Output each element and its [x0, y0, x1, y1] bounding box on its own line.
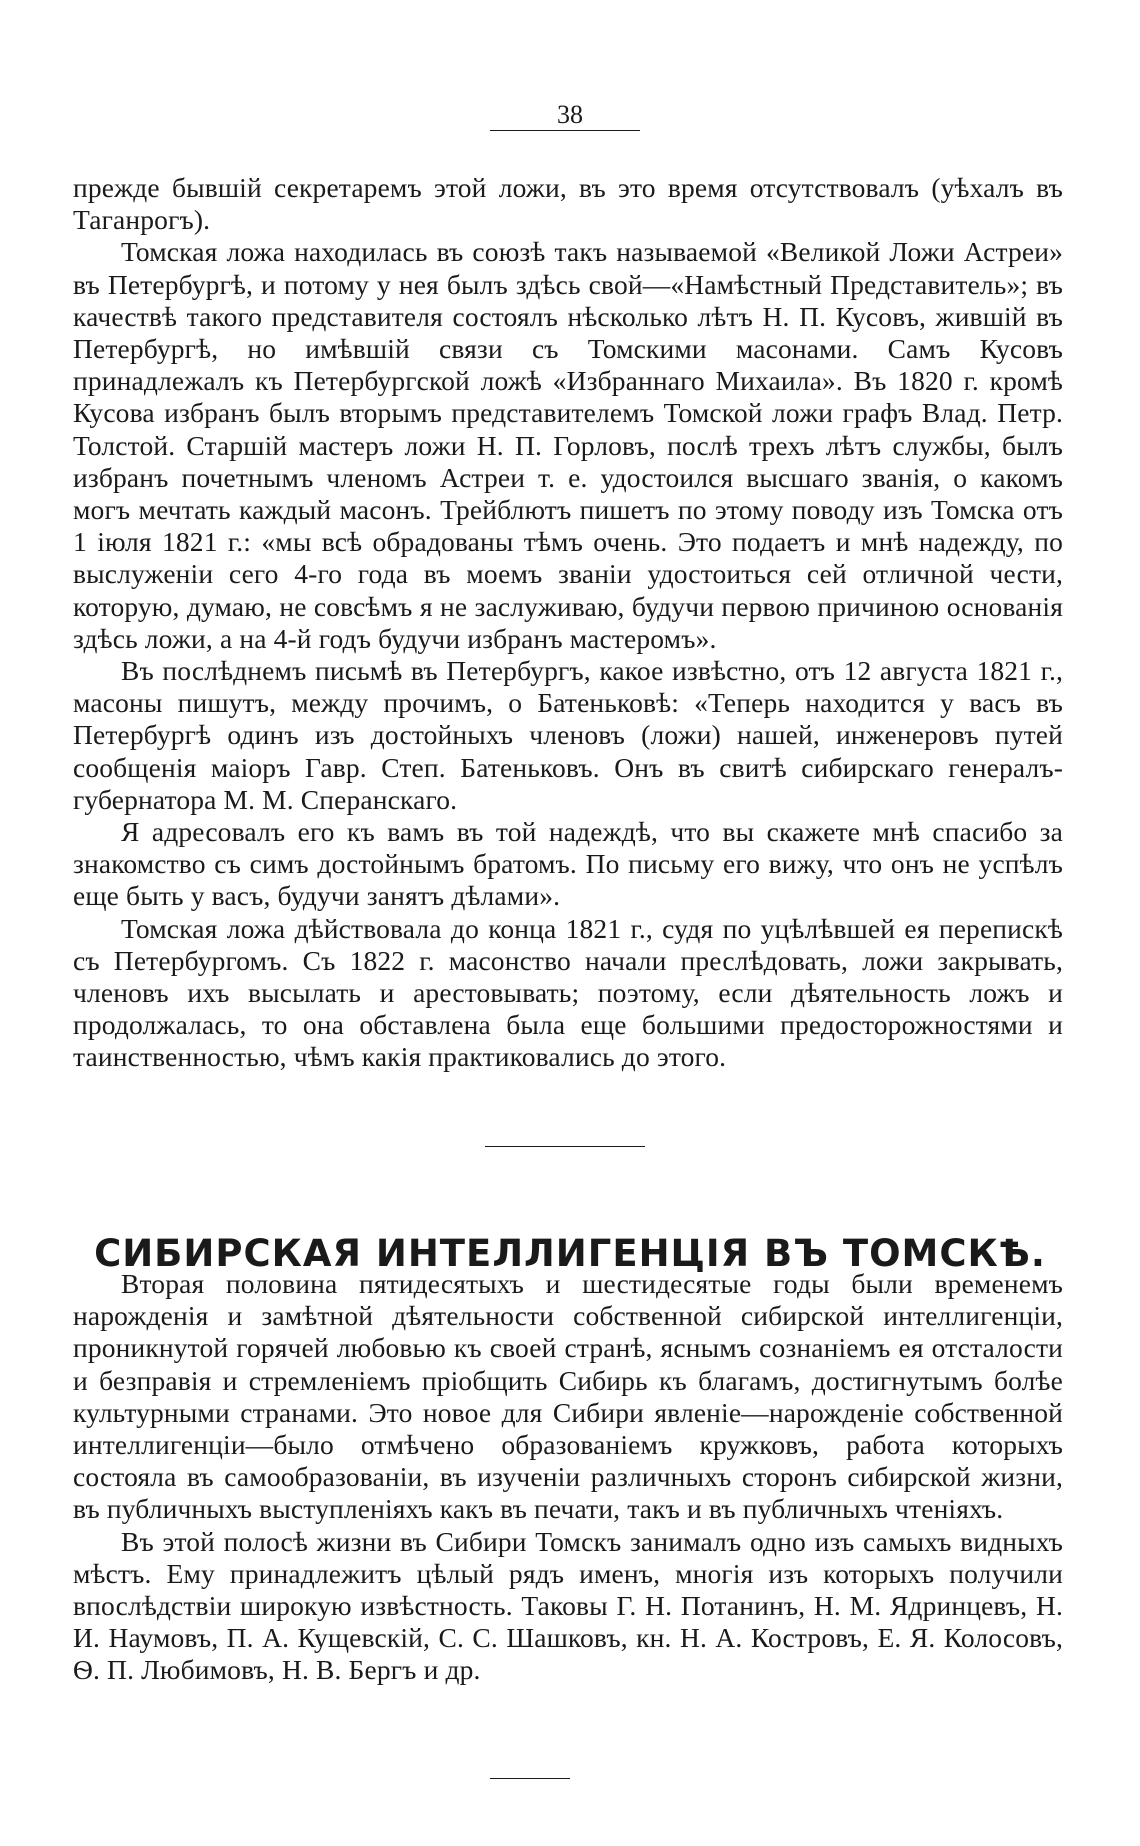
end-rule [490, 1778, 570, 1779]
section-divider [485, 1146, 645, 1147]
paragraph: Въ этой полосѣ жизни въ Сибири Томскъ занималъ одно изъ самыхъ видныхъ мѣстъ. Ему принадлежитъ цѣлый рядъ именъ, многія изъ которыхъ получили впослѣдствіи широкую извѣстность. Таковы Г. Н. Потанинъ, Н. М. Ядринцевъ, Н. И. Наумовъ, П. А. Кущевскій, С. С. Шашковъ, кн. Н. А. Костровъ, Е. Я. Колосовъ, Ѳ. П. Любимовъ, Н. В. Бергъ и др. [73, 1525, 1063, 1686]
paragraph: прежде бывшій секретаремъ этой ложи, въ это время отсутствовалъ (уѣхалъ въ Таганрогъ). [73, 172, 1063, 236]
paragraph: Томская ложа находилась въ союзѣ такъ называемой «Великой Ложи Астреи» въ Петербургѣ, и потому у нея былъ здѣсь свой—«Намѣстный Представитель»; въ качествѣ такого представителя состоялъ нѣсколько лѣтъ Н. П. Кусовъ, жившій въ Петербургѣ, но имѣвшій связи съ Томскими масонами. Самъ Кусовъ принадлежалъ къ Петербургской ложѣ «Избраннаго Михаила». Въ 1820 г. кромѣ Кусова избранъ былъ вторымъ представителемъ Томской ложи графъ Влад. Петр. Толстой. Старшій мастеръ ложи Н. П. Горловъ, послѣ трехъ лѣтъ службы, былъ избранъ почетнымъ членомъ Астреи т. е. удостоился высшаго званія, о какомъ могъ мечтать каждый масонъ. Трейблютъ пишетъ по этому поводу изъ Томска отъ 1 іюля 1821 г.: «мы всѣ обрадованы тѣмъ очень. Это подаетъ и мнѣ надежду, по выслуженіи сего 4-го года въ моемъ званіи удостоиться сей отличной чести, которую, думаю, не совсѣмъ я не заслуживаю, будучи первою причиною основанія здѣсь ложи, а на 4-й годъ будучи избранъ мастеромъ». [73, 236, 1063, 654]
section-heading: СИБИРСКАЯ ИНТЕЛЛИГЕНЦІЯ ВЪ ТОМСКѢ. [94, 1231, 1046, 1275]
section-2-body [73, 1268, 1063, 1687]
paragraph: Вторая половина пятидесятыхъ и шестидесятые годы были временемъ нарожденія и замѣтной дѣятельности собственной сибирской интеллигенціи, проникнутой горячей любовью къ своей странѣ, яснымъ сознаніемъ ея отсталости и безправія и стремленіемъ пріобщить Сибирь къ благамъ, достигнутымъ болѣе культурными странами. Это новое для Сибири явленіе—нарожденіе собственной интеллигенціи—было отмѣчено образованіемъ кружковъ, работа которыхъ состояла въ самообразованіи, въ изученіи различныхъ сторонъ сибирской жизни, въ публичныхъ выступленіяхъ какъ въ печати, такъ и въ публичныхъ чтеніяхъ. [73, 1268, 1063, 1525]
section-1-body [73, 172, 1063, 1074]
page-number-rule [490, 130, 640, 131]
paragraph: Томская ложа дѣйствовала до конца 1821 г., судя по уцѣлѣвшей ея перепискѣ съ Петербургомъ. Съ 1822 г. масонство начали преслѣдовать, ложи закрывать, членовъ ихъ высылать и арестовывать; поэтому, если дѣятельность ложъ и продолжалась, то она обставлена была еще большими предосторожностями и таинственностью, чѣмъ какія практиковались до этого. [73, 912, 1063, 1073]
paragraph: Въ послѣднемъ письмѣ въ Петербургъ, какое извѣстно, отъ 12 августа 1821 г., масоны пишутъ, между прочимъ, о Батеньковѣ: «Теперь находится у васъ въ Петербургѣ одинъ изъ достойныхъ членовъ (ложи) нашей, инженеровъ путей сообщенія маіоръ Гавр. Степ. Батеньковъ. Онъ въ свитѣ сибирскаго генералъ-губернатора М. М. Сперанскаго. [73, 655, 1063, 815]
paragraph: Я адресовалъ его къ вамъ въ той надеждѣ, что вы скажете мнѣ спасибо за знакомство съ симъ достойнымъ братомъ. По письму его вижу, что онъ не успѣлъ еще быть у васъ, будучи занятъ дѣлами». [73, 816, 1063, 912]
page-number: 38 [557, 100, 583, 129]
